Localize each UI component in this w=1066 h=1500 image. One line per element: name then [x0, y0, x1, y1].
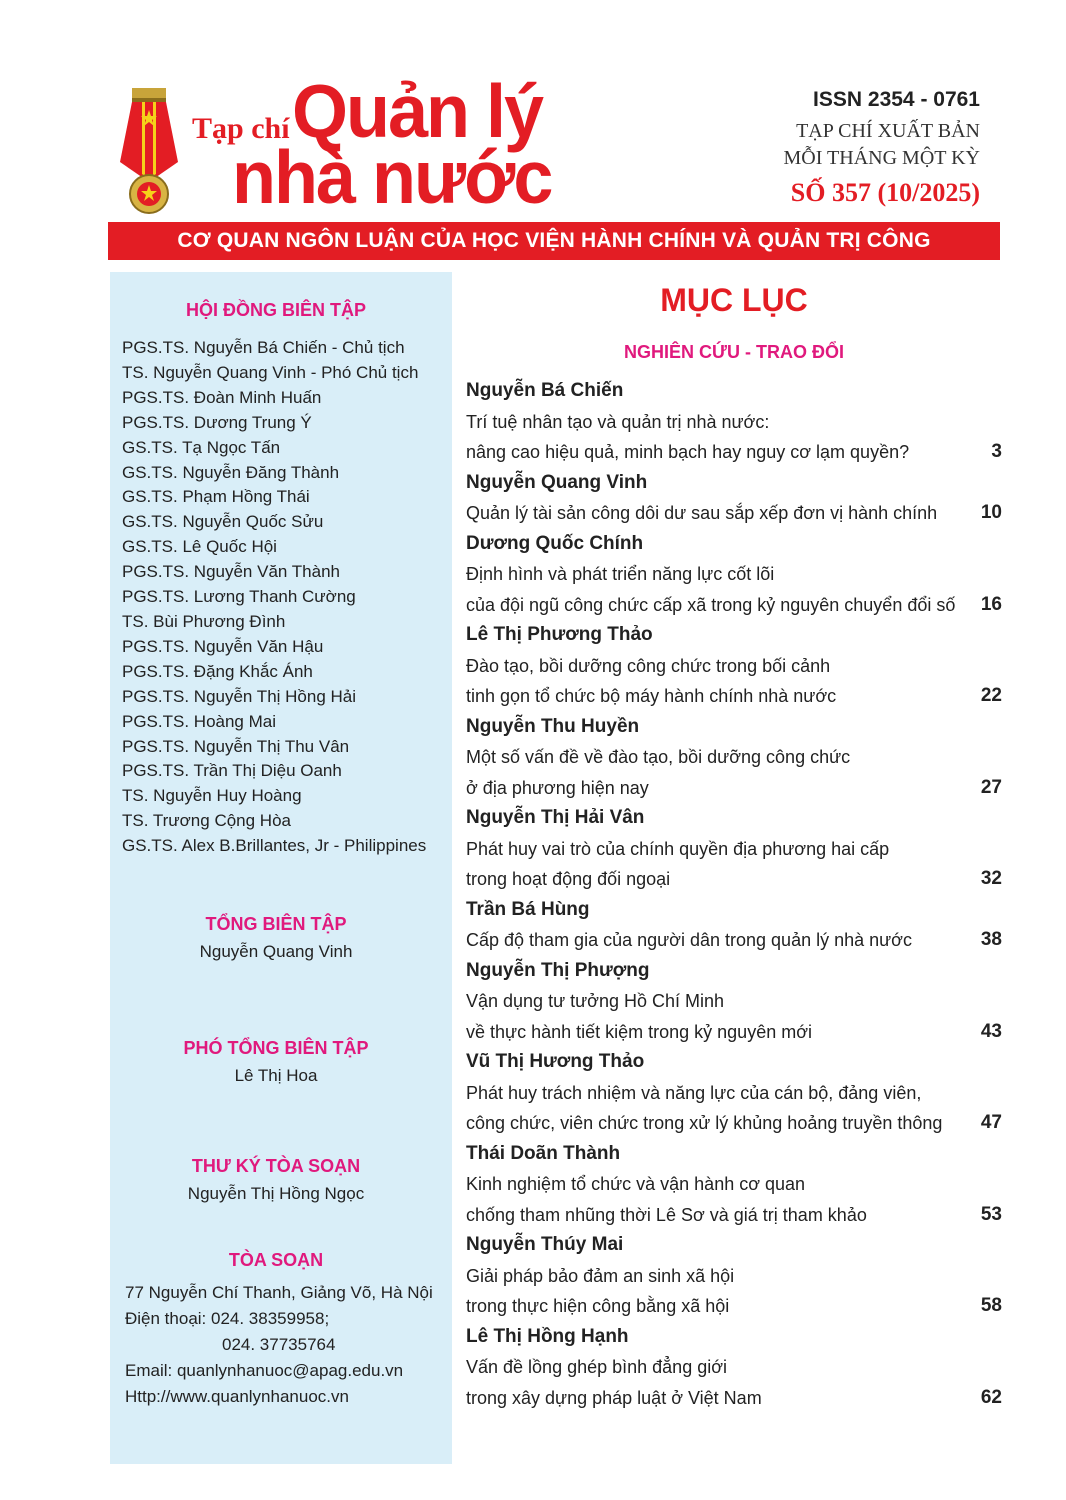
publication-frequency-line-2: MỖI THÁNG MỘT KỲ [783, 147, 980, 169]
toc-article-title-text: Phát huy trách nhiệm và năng lực của cán bộ, đảng viên, [466, 1082, 922, 1103]
toc-author: Lê Thị Phương Thảo [466, 624, 653, 645]
toc-article-title-line [466, 681, 1002, 712]
toc-article-title-text: Quản lý tài sản công dôi dư sau sắp xếp đơn vị hành chính [466, 503, 938, 523]
toc-entry[interactable] [466, 1230, 1002, 1322]
toc-article-title-text: của đội ngũ công chức cấp xã trong kỷ nguyên chuyển đổi số [466, 594, 956, 615]
toc-author: Nguyễn Quang Vinh [466, 471, 648, 493]
toc-title: MỤC LỤC [660, 282, 808, 318]
toc-entry[interactable] [466, 895, 1002, 956]
board-member: PGS.TS. Đặng Khắc Ánh [122, 661, 313, 681]
board-member: PGS.TS. Trần Thị Diệu Oanh [122, 761, 342, 781]
tap-chi-label: Tạp chí [192, 112, 290, 145]
board-member: TS. Nguyễn Quang Vinh - Phó Chủ tịch [122, 362, 419, 382]
toc-article-title-text: Đào tạo, bồi dưỡng công chức trong bối cảnh [466, 655, 831, 676]
toc-author: Vũ Thị Hương Thảo [466, 1051, 645, 1072]
board-member: TS. Nguyễn Huy Hoàng [122, 786, 302, 806]
board-member-list [122, 336, 426, 859]
toc-article-title-text: trong hoạt động đối ngoại [466, 869, 671, 889]
toc-article-title-text: Kinh nghiệm tổ chức và vận hành cơ quan [466, 1174, 806, 1194]
office-phone-1: Điện thoại: 024. 38359958; [125, 1309, 330, 1328]
toc-article-title-text: Định hình và phát triển năng lực cốt lõi [466, 564, 775, 584]
toc-entry[interactable] [466, 620, 1002, 712]
toc-article-title-line [466, 834, 1002, 865]
toc-article-title-line [466, 1078, 1002, 1109]
toc-author: Nguyễn Bá Chiến [466, 380, 624, 401]
toc-page-number: 62 [980, 1386, 1002, 1408]
toc-list [466, 376, 1002, 1413]
toc-author: Thái Doãn Thành [466, 1142, 621, 1164]
toc-article-title-line [466, 1108, 1002, 1139]
toc-article-title-text: Giải pháp bảo đảm an sinh xã hội [466, 1265, 735, 1286]
deputy-editor-title: PHÓ TỔNG BIÊN TẬP [183, 1038, 369, 1058]
toc-page-number: 32 [980, 868, 1002, 889]
office-contact [125, 1280, 433, 1410]
toc-entry[interactable] [466, 1322, 1002, 1414]
board-member: GS.TS. Phạm Hồng Thái [122, 487, 310, 507]
toc-entry[interactable] [466, 956, 1002, 1048]
toc-article-title-text: Một số vấn đề về đào tạo, bồi dưỡng công chức [466, 747, 851, 767]
toc-article-title-line [466, 590, 1002, 621]
board-member: PGS.TS. Nguyễn Thị Hồng Hải [122, 686, 357, 706]
toc-article-title-line [466, 498, 1002, 529]
editorial-panel [110, 272, 452, 1464]
toc-article-title-text: chống tham nhũng thời Lê Sơ và giá trị tham khảo [466, 1204, 867, 1225]
toc-entry[interactable] [466, 1047, 1002, 1139]
board-member: TS. Bùi Phương Đình [122, 611, 286, 631]
editor-in-chief-title: TỔNG BIÊN TẬP [205, 914, 347, 934]
toc-page-number: 47 [980, 1112, 1002, 1133]
toc-article-title-line [466, 773, 1002, 804]
header-banner: CƠ QUAN NGÔN LUẬN CỦA HỌC VIỆN HÀNH CHÍNH VÀ QUẢN TRỊ CÔNG [108, 222, 1000, 260]
medal-icon [118, 86, 180, 216]
toc-article-title-line [466, 742, 1002, 773]
board-member: GS.TS. Tạ Ngọc Tấn [122, 437, 281, 457]
toc-entry[interactable] [466, 529, 1002, 621]
toc-article-title-text: Cấp độ tham gia của người dân trong quản lý nhà nước [466, 930, 912, 950]
toc-page-number: 16 [980, 593, 1002, 615]
toc-page-number: 53 [980, 1203, 1002, 1225]
secretary-name: Nguyễn Thị Hồng Ngọc [187, 1184, 365, 1203]
toc-article-title-line [466, 1169, 1002, 1200]
toc-entry[interactable] [466, 468, 1002, 529]
toc-article-title-line [466, 1291, 1002, 1322]
editor-in-chief-name: Nguyễn Quang Vinh [199, 942, 353, 961]
toc-article-title-text: nâng cao hiệu quả, minh bạch hay nguy cơ lạm quyền? [466, 442, 910, 462]
issn: ISSN 2354 - 0761 [813, 88, 980, 111]
board-member: PGS.TS. Nguyễn Bá Chiến - Chủ tịch [122, 338, 405, 357]
toc-article-title-line [466, 1261, 1002, 1292]
toc-article-title-text: ở địa phương hiện nay [466, 777, 649, 798]
board-member: GS.TS. Alex B.Brillantes, Jr - Philippines [122, 836, 427, 856]
toc-article-title-line [466, 651, 1002, 682]
office-title: TÒA SOẠN [228, 1250, 324, 1270]
toc-page-number: 27 [980, 776, 1002, 798]
toc-article-title-line [466, 437, 1002, 468]
toc-article-title-line [466, 1352, 1002, 1383]
toc-page-number: 22 [980, 685, 1002, 706]
board-member: GS.TS. Nguyễn Đăng Thành [122, 462, 340, 482]
office-phone-2: 024. 37735764 [222, 1335, 336, 1354]
toc-article-title-line [466, 559, 1002, 590]
toc-article-title-text: Phát huy vai trò của chính quyền địa phương hai cấp [466, 838, 890, 859]
toc-article-title-line [466, 1017, 1002, 1048]
toc-article-title-text: công chức, viên chức trong xử lý khủng hoảng truyền thông [466, 1113, 943, 1133]
toc-article-title-line [466, 407, 1002, 438]
toc-article-title-text: về thực hành tiết kiệm trong kỷ nguyên mới [466, 1021, 813, 1042]
toc-entry[interactable] [466, 1139, 1002, 1231]
board-member: GS.TS. Lê Quốc Hội [122, 537, 277, 557]
publication-frequency-line-1: TẠP CHÍ XUẤT BẢN [796, 120, 980, 142]
toc-author: Nguyễn Thúy Mai [466, 1234, 624, 1255]
office-website[interactable]: Http://www.quanlynhanuoc.vn [125, 1387, 349, 1406]
toc-article-title-text: trong xây dựng pháp luật ở Việt Nam [466, 1387, 762, 1408]
toc-author: Nguyễn Thị Phượng [466, 959, 650, 981]
board-member: PGS.TS. Nguyễn Thị Thu Vân [122, 736, 350, 756]
board-member: PGS.TS. Đoàn Minh Huấn [122, 387, 322, 407]
office-address: 77 Nguyễn Chí Thanh, Giảng Võ, Hà Nội [125, 1283, 433, 1302]
toc-page-number: 3 [991, 441, 1002, 462]
board-member: PGS.TS. Lương Thanh Cường [122, 587, 356, 607]
toc-page-number: 58 [980, 1295, 1002, 1316]
toc-author: Dương Quốc Chính [466, 532, 644, 554]
toc-page-number: 38 [980, 929, 1002, 950]
board-member: PGS.TS. Dương Trung Ý [122, 412, 312, 432]
toc-entry[interactable] [466, 803, 1002, 895]
toc-author: Lê Thị Hồng Hạnh [466, 1325, 629, 1347]
toc-article-title-line [466, 1200, 1002, 1231]
journal-title-line-2: nhà nước [232, 135, 552, 220]
board-member: PGS.TS. Hoàng Mai [122, 711, 277, 731]
secretary-title: THƯ KÝ TÒA SOẠN [191, 1156, 361, 1176]
office-email: Email: quanlynhanuoc@apag.edu.vn [125, 1361, 404, 1380]
toc-entry[interactable] [466, 376, 1002, 468]
issue-number: SỐ 357 (10/2025) [790, 178, 980, 207]
toc-article-title-text: tinh gọn tổ chức bộ máy hành chính nhà nước [466, 686, 837, 706]
board-member: PGS.TS. Nguyễn Văn Thành [122, 562, 340, 582]
toc-author: Nguyễn Thị Hải Vân [466, 807, 645, 828]
board-member: PGS.TS. Nguyễn Văn Hậu [122, 636, 324, 656]
toc-article-title-line [466, 1383, 1002, 1414]
toc-article-title-line [466, 864, 1002, 895]
toc-article-title-text: trong thực hiện công bằng xã hội [466, 1296, 730, 1316]
toc-article-title-line [466, 986, 1002, 1017]
toc-page-number: 10 [980, 502, 1002, 523]
board-member: GS.TS. Nguyễn Quốc Sửu [122, 512, 324, 532]
toc-author: Trần Bá Hùng [466, 898, 590, 920]
deputy-editor-name: Lê Thị Hoa [234, 1066, 318, 1085]
toc-section-title: NGHIÊN CỨU - TRAO ĐỔI [624, 342, 844, 362]
toc-page-number: 43 [980, 1020, 1002, 1042]
toc-article-title-text: Vấn đề lồng ghép bình đẳng giới [466, 1357, 728, 1377]
toc-article-title-text: Vận dụng tư tưởng Hồ Chí Minh [466, 991, 725, 1011]
board-member: TS. Trương Cộng Hòa [122, 811, 291, 831]
toc-entry[interactable] [466, 712, 1002, 804]
toc-article-title-line [466, 925, 1002, 956]
toc-author: Nguyễn Thu Huyền [466, 715, 640, 737]
journal-title-line-1: Quản lý [292, 69, 543, 154]
board-title: HỘI ĐỒNG BIÊN TẬP [185, 300, 366, 320]
toc-article-title-text: Trí tuệ nhân tạo và quản trị nhà nước: [466, 411, 770, 432]
